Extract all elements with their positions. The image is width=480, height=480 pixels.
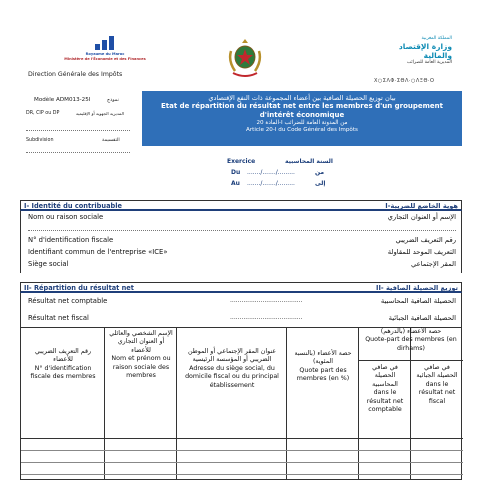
section1-header (20, 200, 462, 211)
subdivision-label-ar: التقسيمة (102, 138, 120, 143)
table-row (21, 474, 463, 475)
dr-field[interactable] (26, 130, 130, 131)
section2-header (20, 282, 462, 293)
ice-label: Identifiant commun de l'entreprise «ICE» (28, 248, 168, 256)
rn-fiscal-label: Résultat net fiscal (28, 314, 89, 322)
table-row (21, 462, 463, 463)
dgi-ar: المديرية العامة للضرائب (407, 60, 452, 65)
dgi-caption: Direction Générale des Impôts (28, 71, 123, 78)
th-if-ar: رقم التعريف الضريبي للأعضاء (34, 348, 92, 364)
exercise-label: Exercice (227, 158, 256, 165)
model-label: Modèle ADM013-25I (34, 97, 91, 103)
a-label-ar: إلى (315, 180, 326, 187)
section1-title-ar: I-هوية الخاضع للضريبة (385, 202, 458, 210)
title-banner (142, 91, 462, 146)
header-bottom-line (21, 438, 463, 439)
table-row (21, 450, 463, 451)
th-quote-fiscal-ar: في صافي الحصيلة الجبائية (416, 364, 458, 380)
th-if (25, 348, 101, 382)
tifinagh-strip: X○ΣΛΦ·ΣΘΛ·○ΛΞΘ·Ο (374, 78, 435, 84)
th-quote-dh (362, 328, 460, 353)
section2-body (20, 293, 462, 327)
th-quote-comptable-ar: في صافي الحصيلة المحاسبية (372, 364, 398, 388)
th-quote-dh-fr: Quote-part des membres (en dirhams) (365, 336, 457, 352)
ministry-logo (30, 36, 180, 62)
th-name (108, 330, 174, 380)
au-label: Au (231, 180, 240, 187)
th-address-fr: Adresse du siège social, du domicile fiscal ou du principal établissement (185, 364, 279, 389)
du-label: Du (231, 169, 241, 176)
du-field[interactable]: ......./......./......... (247, 169, 295, 176)
th-if-fr: N° d'identification fiscale des membres (30, 364, 96, 381)
au-field[interactable]: ......./......./......... (247, 180, 295, 187)
th-quote-comptable (362, 364, 408, 414)
name-field[interactable] (28, 230, 456, 231)
exercise-label-ar: السنة المحاسبية (285, 158, 333, 165)
ministry-ar: وزارة الإقتصاد والمالية (398, 42, 452, 60)
title-ar: بيان توزيع الحصيلة الصافية بين أعضاء المجموعة ذات النفع الإقتصادي (208, 94, 396, 102)
ministry-name: Ministère de l'Économie et des Finances (64, 57, 146, 61)
rn-fiscal-label-ar: الحصيلة الصافية الجبائية (388, 314, 456, 322)
model-label-ar: نموذج (107, 98, 119, 103)
th-quote-comptable-fr: dans le résultat net comptable (366, 389, 404, 414)
de-label-ar: من (315, 169, 325, 176)
name-label: Nom ou raison sociale (28, 213, 104, 221)
dr-label-ar: المديرية الجهوية أو الإقليمية (76, 111, 124, 116)
rn-fiscal-field[interactable]: ...................................... (230, 314, 303, 321)
subheader-divider (359, 360, 463, 361)
if-label-ar: رقم التعريف الضريبي (395, 236, 456, 244)
rn-comptable-field[interactable]: ...................................... (230, 297, 303, 304)
th-quote-pct (290, 350, 356, 384)
name-label-ar: الإسم أو العنوان التجاري (387, 213, 456, 221)
ministry-country: Royaume du Maroc (85, 52, 125, 56)
ministry-mark-icon (95, 36, 115, 50)
members-table (20, 327, 462, 480)
ice-label-ar: التعريف الموحد للمقاولة (387, 248, 456, 256)
article-fr: Article 20-I du Code Général des Impôts (246, 127, 358, 133)
th-quote-fiscal-fr: dans le résultat net fiscal (418, 380, 456, 405)
th-name-ar: الإسم الشخصي والعائلي أو العنوان التجاري للأعضاء (109, 330, 173, 354)
title-fr-1: Etat de répartition du résultat net entre les membres d'un groupement (160, 102, 444, 110)
subdivision-field[interactable] (26, 152, 130, 153)
section2-title: II- Répartition du résultat net (24, 284, 134, 292)
th-quote-pct-fr: Quote part des membres (en %) (296, 366, 350, 383)
rn-comptable-label: Résultat net comptable (28, 297, 108, 305)
th-quote-dh-ar: حصة الأعضاء (بالدرهم) (380, 328, 442, 335)
section1-title: I- Identité du contribuable (24, 202, 122, 210)
dr-label: DR, CIP ou DP (26, 111, 60, 116)
kingdom-ar: المملكة المغربية (421, 36, 452, 41)
th-name-fr: Nom et prénom ou raison sociale des membres (111, 355, 171, 380)
section2-title-ar: II- توزيع الحصيلة الصافية (375, 284, 458, 292)
if-label: N° d'identification fiscale (28, 236, 114, 244)
ministry-logo-ar (380, 36, 452, 66)
seat-label-ar: المقر الإجتماعي (411, 260, 456, 268)
royal-emblem-icon (227, 37, 263, 79)
th-quote-fiscal (414, 364, 460, 406)
th-quote-pct-ar: حصة الأعضاء (بالنسبة المئوية) (294, 350, 352, 366)
title-fr-2: d'intérêt économique (259, 111, 345, 119)
seat-label: Siège social (28, 260, 69, 268)
article-ar: المادة 20-I من المدونة العامة للضرائب (256, 120, 348, 126)
rn-comptable-label-ar: الحصيلة الصافية المحاسبية (380, 297, 456, 305)
th-address (180, 348, 284, 390)
subdivision-label: Subdivision (26, 138, 54, 143)
th-address-ar: عنوان المقر الإجتماعي أو الموطن الضريبي أو المؤسسة الرئيسية (187, 348, 277, 364)
section1-body (20, 211, 462, 273)
